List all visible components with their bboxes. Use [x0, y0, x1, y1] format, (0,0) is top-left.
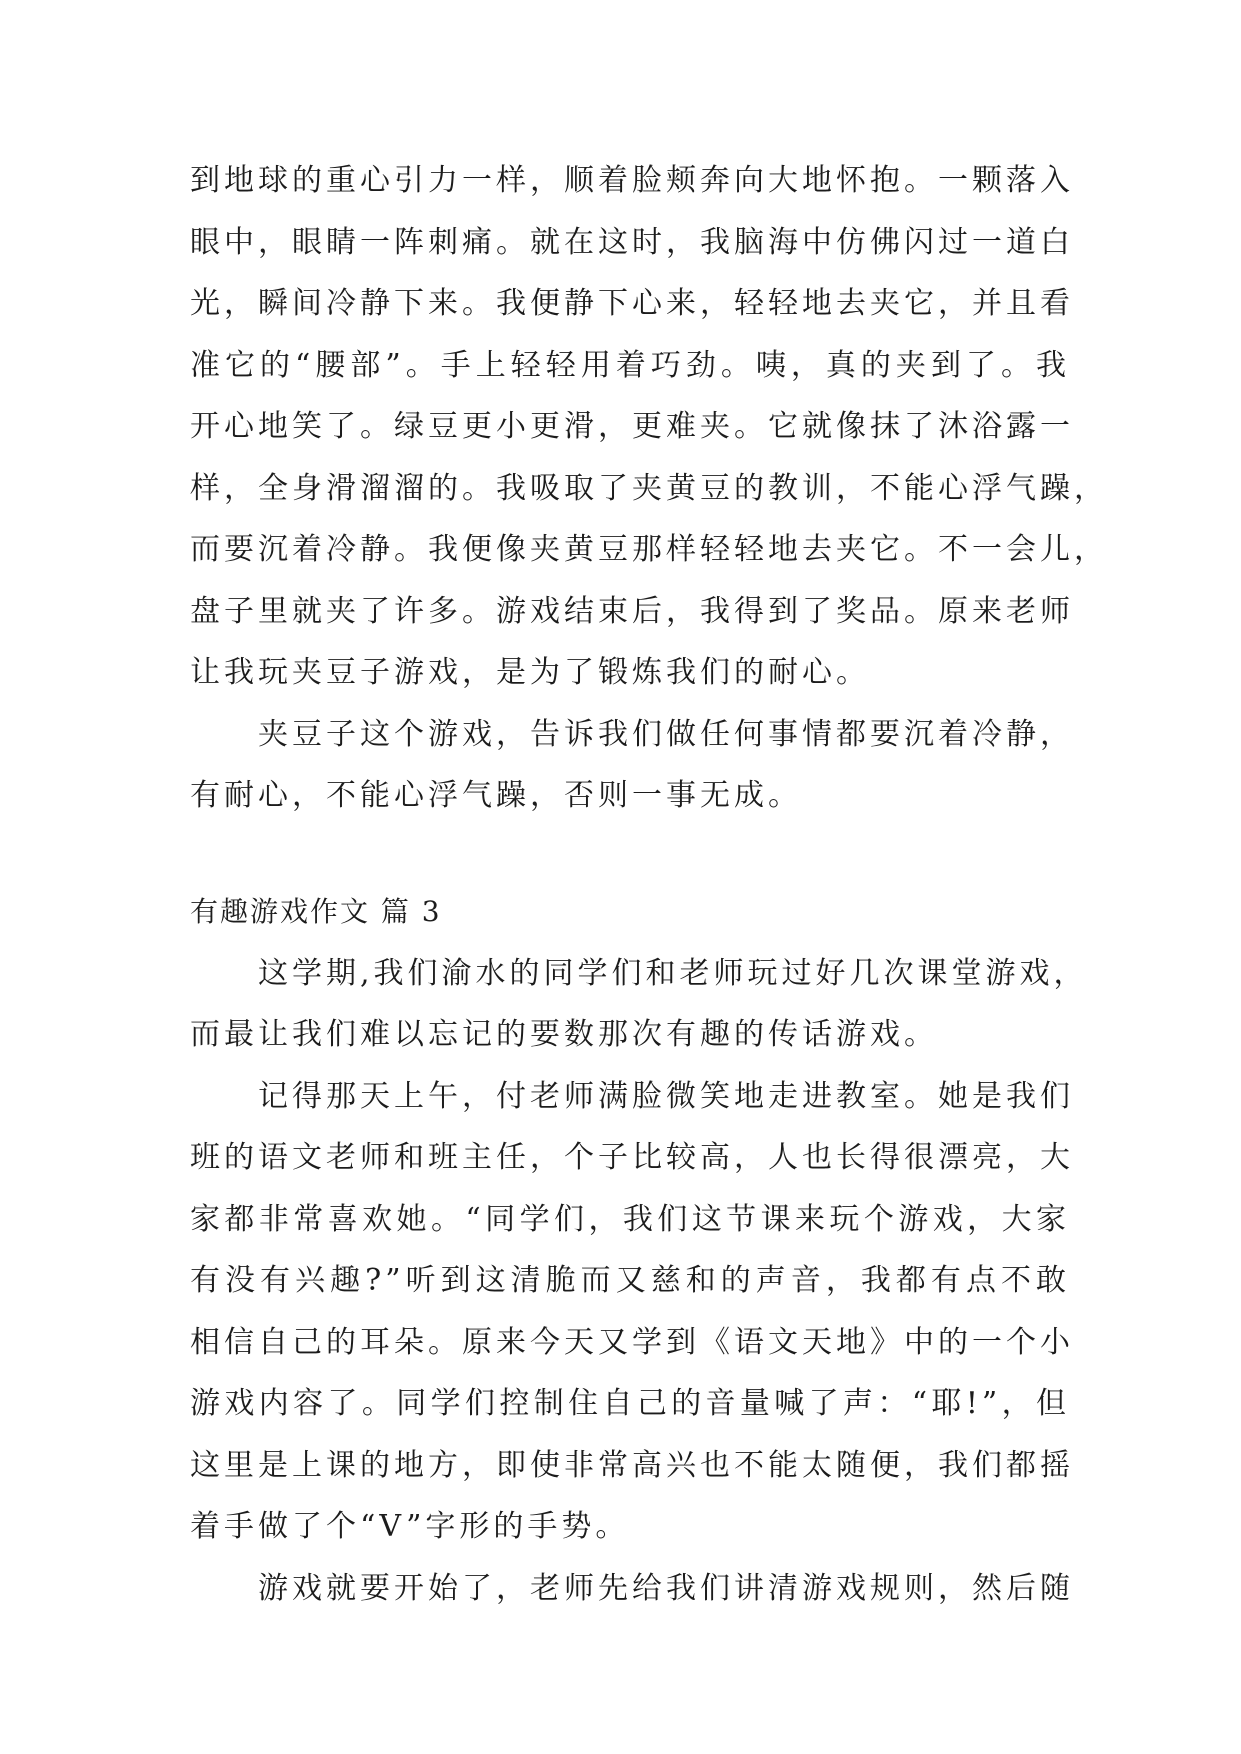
document-body [190, 150, 1108, 1619]
paragraph-line: 让我玩夹豆子游戏，是为了锻炼我们的耐心。 [190, 655, 870, 690]
paragraph-line: 相信自己的耳朵。原来今天又学到《语文天地》中的一个小 [190, 1324, 1074, 1360]
paragraph-line: 夹豆子这个游戏，告诉我们做任何事情都要沉着冷静， [258, 716, 1074, 752]
paragraph-line: 这学期,我们渝水的同学们和老师玩过好几次课堂游戏， [258, 955, 1088, 991]
paragraph-line: 有没有兴趣?”听到这清脆而又慈和的声音，我都有点不敢 [190, 1263, 1070, 1298]
paragraph-line: 游戏内容了。同学们控制住自己的音量喊了声：“耶!”，但 [190, 1386, 1070, 1421]
paragraph-line: 眼中，眼睛一阵刺痛。就在这时，我脑海中仿佛闪过一道白 [190, 224, 1074, 260]
paragraph-line: 这里是上课的地方，即使非常高兴也不能太随便，我们都摇 [190, 1447, 1074, 1483]
section-gap [190, 827, 1070, 881]
paragraph-3 [190, 943, 1088, 1066]
paragraph-line: 有耐心，不能心浮气躁，否则一事无成。 [190, 778, 802, 813]
paragraph-line: 家都非常喜欢她。“同学们，我们这节课来玩个游戏，大家 [190, 1201, 1070, 1237]
paragraph-line: 开心地笑了。绿豆更小更滑，更难夹。它就像抹了沐浴露一 [190, 409, 1074, 444]
paragraph-1 [190, 150, 1108, 704]
paragraph-line: 准它的“腰部”。手上轻轻用着巧劲。咦，真的夹到了。我 [190, 347, 1070, 383]
paragraph-line: 记得那天上午，付老师满脸微笑地走进教室。她是我们 [258, 1078, 1074, 1114]
paragraph-5 [190, 1558, 1074, 1620]
paragraph-line: 盘子里就夹了许多。游戏结束后，我得到了奖品。原来老师 [190, 593, 1074, 629]
section-heading: 有趣游戏作文 篇 3 [190, 894, 442, 928]
paragraph-line: 光，瞬间冷静下来。我便静下心来，轻轻地去夹它，并且看 [190, 286, 1074, 321]
paragraph-line: 到地球的重心引力一样，顺着脸颊奔向大地怀抱。一颗落入 [190, 163, 1074, 198]
paragraph-line: 而最让我们难以忘记的要数那次有趣的传话游戏。 [190, 1017, 938, 1052]
paragraph-line: 游戏就要开始了，老师先给我们讲清游戏规则，然后随 [258, 1570, 1074, 1606]
paragraph-4 [190, 1066, 1074, 1558]
paragraph-2 [190, 704, 1074, 827]
paragraph-line: 着手做了个“V”字形的手势。 [190, 1509, 630, 1544]
paragraph-line: 班的语文老师和班主任，个子比较高，人也长得很漂亮，大 [190, 1140, 1074, 1175]
paragraph-line: 样，全身滑溜溜的。我吸取了夹黄豆的教训，不能心浮气躁， [190, 470, 1108, 506]
paragraph-line: 而要沉着冷静。我便像夹黄豆那样轻轻地去夹它。不一会儿， [190, 532, 1108, 567]
